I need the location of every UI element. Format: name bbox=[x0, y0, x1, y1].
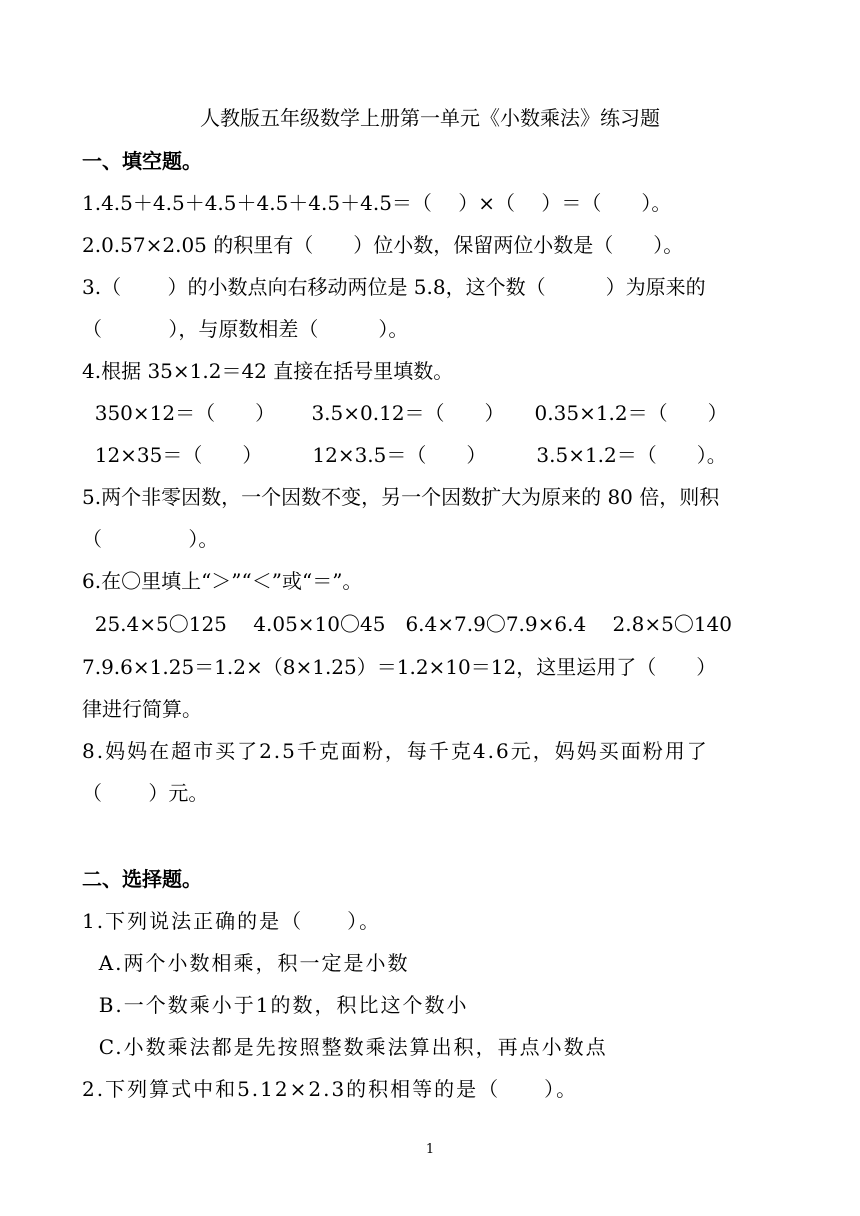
option-line: B.一个数乘小于1的数，积比这个数小 bbox=[82, 993, 469, 1017]
question-line: （ ）。 bbox=[82, 527, 219, 551]
question-line: 5.两个非零因数，一个因数不变，另一个因数扩大为原来的 80 倍，则积 bbox=[82, 485, 720, 509]
question-line: 3.（ ）的小数点向右移动两位是 5.8，这个数（ ）为原来的 bbox=[82, 275, 706, 299]
question-line: 6.在〇里填上“＞”“＜”或“＝”。 bbox=[82, 569, 363, 593]
question-line: 1.4.5＋4.5＋4.5＋4.5＋4.5＋4.5＝（ ）×（ ）＝（ ）。 bbox=[82, 191, 672, 215]
page-number: 1 bbox=[425, 1142, 435, 1157]
question-line: 7.9.6×1.25＝1.2×（8×1.25）＝1.2×10＝12，这里运用了（ ） bbox=[82, 655, 717, 679]
question-line: 律进行简算。 bbox=[82, 697, 202, 721]
section-heading-choice: 二、选择题。 bbox=[82, 867, 202, 891]
question-line: 25.4×5〇125 4.05×10〇45 6.4×7.9〇7.9×6.4 2.8×5〇140 bbox=[82, 612, 733, 636]
question-line: 350×12＝（ ） 3.5×0.12＝（ ） 0.35×1.2＝（ ） bbox=[82, 401, 728, 425]
question-line: 12×35＝（ ） 12×3.5＝（ ） 3.5×1.2＝（ ）。 bbox=[82, 443, 727, 467]
question-line: 2.0.57×2.05 的积里有（ ）位小数，保留两位小数是（ ）。 bbox=[82, 233, 684, 257]
question-line: 4.根据 35×1.2＝42 直接在括号里填数。 bbox=[82, 359, 454, 383]
question-line: 8.妈妈在超市买了2.5千克面粉，每千克4.6元，妈妈买面粉用了 bbox=[82, 739, 709, 763]
option-line: C.小数乘法都是先按照整数乘法算出积，再点小数点 bbox=[82, 1035, 608, 1059]
section-heading-fill-in: 一、填空题。 bbox=[82, 149, 202, 173]
question-line: （ ），与原数相差（ ）。 bbox=[82, 317, 409, 341]
question-line: 1.下列说法正确的是（ ）。 bbox=[82, 909, 382, 933]
page-title: 人教版五年级数学上册第一单元《小数乘法》练习题 bbox=[200, 106, 660, 130]
option-line: A.两个小数相乘，积一定是小数 bbox=[82, 951, 410, 975]
question-line: （ ）元。 bbox=[82, 781, 209, 805]
question-line: 2.下列算式中和5.12×2.3的积相等的是（ ）。 bbox=[82, 1077, 579, 1101]
